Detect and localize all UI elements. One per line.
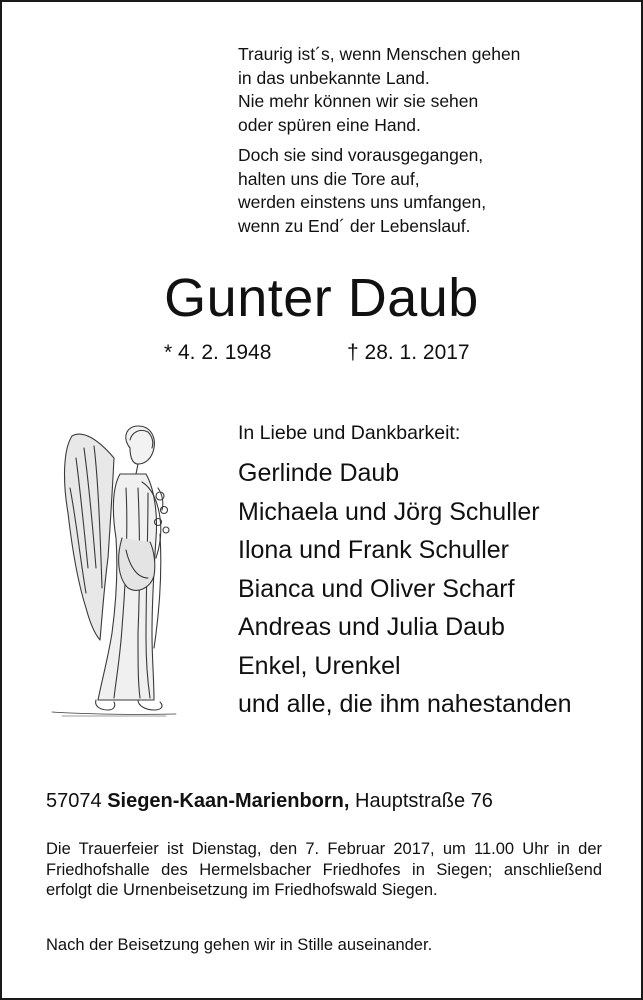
mourner-name: und alle, die ihm nahestanden (238, 690, 572, 718)
address-city: Siegen-Kaan-Marienborn, (107, 790, 350, 812)
poem-stanza-2 (238, 144, 520, 238)
poem-line: Traurig ist´s, wenn Menschen gehen (238, 44, 521, 64)
poem-line: oder spüren eine Hand. (238, 114, 421, 135)
angel-drawing-icon (42, 418, 184, 718)
death-date: † 28. 1. 2017 (347, 341, 470, 364)
poem-line: wenn zu End´ der Lebenslauf. (238, 215, 471, 236)
poem-line: werden einstens uns umfangen, (238, 192, 487, 212)
mourner-name: Gerlinde Daub (238, 459, 400, 487)
poem-line: Nie mehr können wir sie sehen (238, 91, 479, 111)
poem-line: in das unbekannte Land. (238, 67, 430, 88)
family-address (46, 788, 493, 814)
mourners-intro: In Liebe und Dankbarkeit: (238, 422, 461, 444)
funeral-notice: Die Trauerfeier ist Dienstag, den 7. Februar 2017, um 11.00 Uhr in der Friedhofshalle des Hermelsbacher Friedhofes in Siegen; anschließend erfolgt die Urnenbeisetzung im Friedhofswald Siegen. (46, 840, 602, 899)
address-street: Hauptstraße 76 (355, 790, 493, 812)
deceased-name: Gunter Daub (164, 268, 479, 328)
birth-date: * 4. 2. 1948 (164, 341, 272, 364)
poem-line: halten uns die Tore auf, (238, 168, 420, 189)
closing-note: Nach der Beisetzung gehen wir in Stille auseinander. (46, 936, 433, 954)
mourner-name: Bianca und Oliver Scharf (238, 574, 515, 603)
mourner-name: Ilona und Frank Schuller (238, 536, 509, 564)
mourner-name: Michaela und Jörg Schuller (238, 497, 540, 526)
memorial-poem (238, 43, 520, 245)
mourner-name: Enkel, Urenkel (238, 651, 401, 680)
mourner-name: Andreas und Julia Daub (238, 613, 505, 641)
poem-stanza-1 (238, 43, 520, 137)
poem-line: Doch sie sind vorausgegangen, (238, 145, 484, 165)
mourners-list (238, 420, 572, 724)
address-zip: 57074 (46, 790, 102, 812)
